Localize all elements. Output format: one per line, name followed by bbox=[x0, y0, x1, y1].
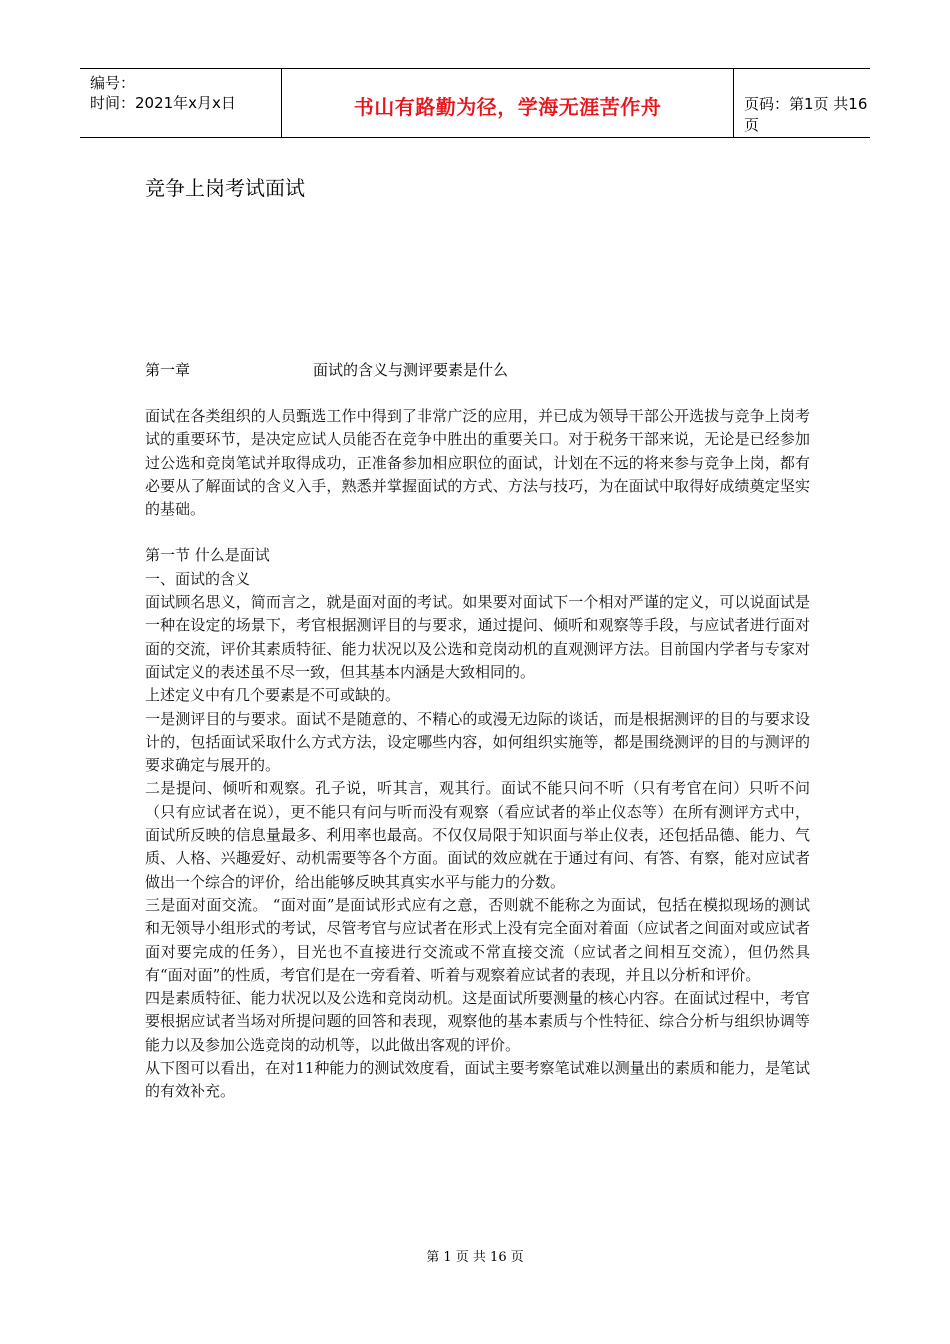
header-meta bbox=[80, 69, 282, 137]
chapter-label: 第一章 bbox=[145, 361, 191, 379]
document-body bbox=[145, 405, 810, 1104]
header-motto-cell bbox=[282, 69, 734, 137]
section-title: 第一节 什么是面试 bbox=[145, 546, 270, 565]
subsection-title: 一、面试的含义 bbox=[145, 569, 251, 588]
body-paragraph: 面试顾名思义，简而言之，就是面对面的考试。如果要对面试下一个相对严谨的定义，可以说面试是一种在设定的场景下，考官根据测评目的与要求，通过提问、倾听和观察等手段，与应试者进行面对面的交流，评价其素质特征、能力状况以及公选和竞岗动机的直观测评方法。目前国内学者与专家对面试定义的表述虽不尽一致，但其基本内涵是大致相同的。 bbox=[145, 593, 810, 681]
header-time-label: 时间：2021年x月x日 bbox=[90, 94, 236, 112]
body-paragraph: 三是面对面交流。 “面对面”是面试形式应有之意，否则就不能称之为面试，包括在模拟现场的测试和无领导小组形式的考试，尽管考官与应试者在形式上没有完全面对着面（应试者之间面对或应试者面对要完成的任务），目光也不直接进行交流或不常直接交流（应试者之间相互交流），但仍然具有“面对面”的性质，考官们是在一旁看着、听着与观察着应试者的表现，并且以分析和评价。 bbox=[145, 895, 810, 984]
header-code-label: 编号： bbox=[90, 74, 136, 92]
body-paragraph: 上述定义中有几个要素是不可或缺的。 bbox=[145, 686, 401, 705]
body-paragraph: 四是素质特征、能力状况以及公选和竞岗动机。这是面试所要测量的核心内容。在面试过程中，考官要根据应试者当场对所提问题的回答和表现，观察他的基本素质与个性特征、综合分析与组织协调等能力以及参加公选竞岗的动机等，以此做出客观的评价。 bbox=[145, 989, 810, 1054]
chapter-title: 面试的含义与测评要素是什么 bbox=[313, 361, 509, 379]
document-title: 竞争上岗考试面试 bbox=[145, 176, 305, 200]
header-motto: 书山有路勤为径，学海无涯苦作舟 bbox=[353, 95, 662, 119]
paragraph-gap bbox=[145, 521, 810, 544]
page-header bbox=[80, 68, 870, 138]
intro-paragraph: 面试在各类组织的人员甄选工作中得到了非常广泛的应用，并已成为领导干部公开选拔与竞争上岗考试的重要环节，是决定应试人员能否在竞争中胜出的重要关口。对于税务干部来说，无论是已经参加过公选和竞岗笔试并取得成功，正准备参加相应职位的面试，计划在不远的将来参与竞争上岗，都有必要从了解面试的含义入手，熟悉并掌握面试的方式、方法与技巧，为在面试中取得好成绩奠定坚实的基础。 bbox=[145, 407, 810, 519]
page-footer: 第 1 页 共 16 页 bbox=[426, 1250, 524, 1265]
body-paragraph: 二是提问、倾听和观察。孔子说，听其言，观其行。面试不能只问不听（只有考官在问）只听不问（只有应试者在说），更不能只有问与听而没有观察（看应试者的举止仪态等）在所有测评方式中，面试所反映的信息量最多、利用率也最高。不仅仅局限于知识面与举止仪表，还包括品德、能力、气质、人格、兴趣爱好、动机需要等各个方面。面试的效应就在于通过有问、有答、有察，能对应试者做出一个综合的评价，给出能够反映其真实水平与能力的分数。 bbox=[145, 779, 810, 891]
body-paragraph: 从下图可以看出，在对11种能力的测试效度看，面试主要考察笔试难以测量出的素质和能力，是笔试的有效补充。 bbox=[145, 1059, 810, 1101]
body-paragraph: 一是测评目的与要求。面试不是随意的、不精心的或漫无边际的谈话，而是根据测评的目的与要求设计的，包括面试采取什么方式方法，设定哪些内容，如何组织实施等，都是围绕测评的目的与测评的要求确定与展开的。 bbox=[145, 709, 810, 775]
header-page-info: 页码：第1页 共16页 bbox=[744, 95, 868, 134]
